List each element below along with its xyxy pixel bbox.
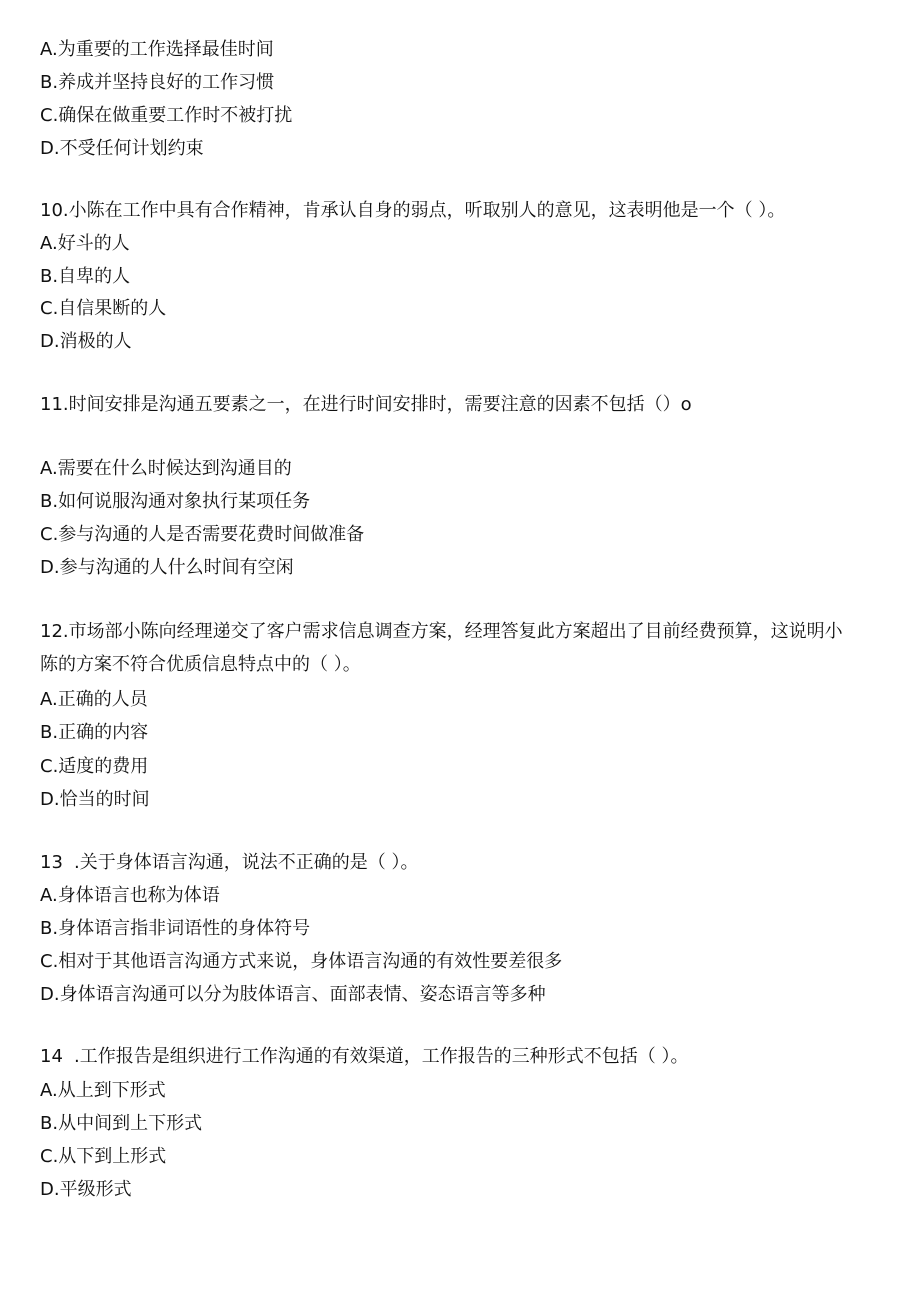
q13-number: 13 — [40, 852, 63, 873]
q9-option-d: D.不受任何计划约束 — [40, 138, 204, 159]
q12-stem-line1: 12.市场部小陈向经理递交了客户需求信息调查方案，经理答复此方案超出了目前经费预算，这说明小 — [40, 621, 843, 642]
q9-option-b: B.养成并坚持良好的工作习惯 — [40, 72, 275, 93]
q10-stem: 10.小陈在工作中具有合作精神，肯承认自身的弱点，听取别人的意见，这表明他是一个（ ）。 — [40, 200, 786, 221]
q13-option-a: A.身体语言也称为体语 — [40, 885, 220, 906]
q14-number: 14 — [40, 1046, 63, 1067]
q12-option-a: A.正确的人员 — [40, 689, 148, 710]
q10-option-d: D.消极的人 — [40, 331, 132, 352]
q13-option-c: C.相对于其他语言沟通方式来说，身体语言沟通的有效性要差很多 — [40, 951, 563, 972]
q12-option-b: B.正确的内容 — [40, 722, 149, 743]
q11-option-b: B.如何说服沟通对象执行某项任务 — [40, 491, 311, 512]
q12-option-c: C.适度的费用 — [40, 756, 149, 777]
q10-option-c: C.自信果断的人 — [40, 298, 167, 319]
q13-option-d: D.身体语言沟通可以分为肢体语言、面部表情、姿态语言等多种 — [40, 984, 546, 1005]
q9-option-c: C.确保在做重要工作时不被打扰 — [40, 105, 293, 126]
q14-stem: .工作报告是组织进行工作沟通的有效渠道，工作报告的三种形式不包括（ ）。 — [74, 1046, 689, 1067]
q14-option-b: B.从中间到上下形式 — [40, 1113, 203, 1134]
q11-stem: 11.时间安排是沟通五要素之一，在进行时间安排时，需要注意的因素不包括（）o — [40, 394, 692, 415]
q13-stem: .关于身体语言沟通，说法不正确的是（ ）。 — [74, 852, 419, 873]
q14-option-c: C.从下到上形式 — [40, 1146, 167, 1167]
q11-option-a: A.需要在什么时候达到沟通目的 — [40, 458, 292, 479]
q10-option-a: A.好斗的人 — [40, 233, 130, 254]
q14-option-d: D.平级形式 — [40, 1179, 132, 1200]
q10-option-b: B.自卑的人 — [40, 266, 131, 287]
q11-option-d: D.参与沟通的人什么时间有空闲 — [40, 557, 294, 578]
q13-option-b: B.身体语言指非词语性的身体符号 — [40, 918, 311, 939]
q14-option-a: A.从上到下形式 — [40, 1080, 166, 1101]
q11-option-c: C.参与沟通的人是否需要花费时间做准备 — [40, 524, 365, 545]
q13-stem-row — [40, 851, 418, 875]
q12-option-d: D.恰当的时间 — [40, 789, 150, 810]
q14-stem-row — [40, 1045, 688, 1069]
q12-stem-line2: 陈的方案不符合优质信息特点中的（ ）。 — [40, 654, 361, 675]
q9-option-a: A.为重要的工作选择最佳时间 — [40, 39, 274, 60]
